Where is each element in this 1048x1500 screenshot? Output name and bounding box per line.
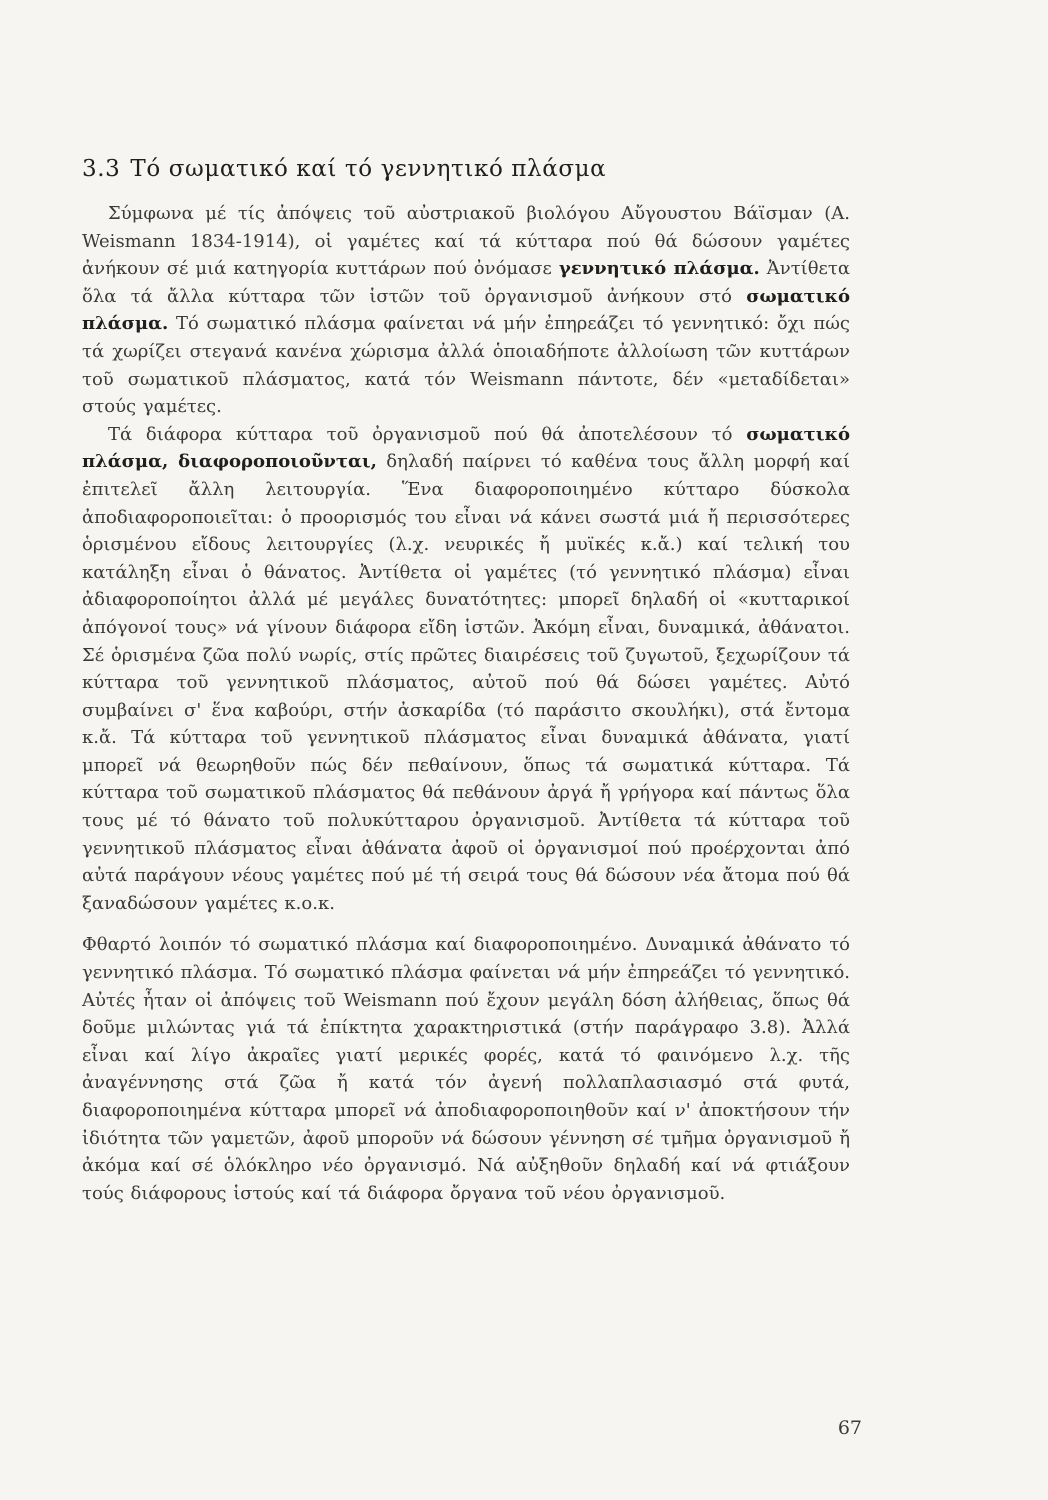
paragraph-2 — [82, 421, 850, 918]
paragraph-3-text: Φθαρτό λοιπόν τό σωματικό πλάσμα καί διαφοροποιημένο. Δυναμικά ἀθάνατο τό γεννητικό πλάσμα. Τό σωματικό πλάσμα φαίνεται νά μήν ἐπηρεάζει τό γεννητικό. Αὐτές ἦταν οἱ ἀπόψεις τοῦ Weismann πού ἔχουν μεγάλη δόση ἀλήθειας, ὅπως θά δοῦμε μιλώντας γιά τά ἐπίκτητα χαρακτηριστικά (στήν παράγραφο 3.8). Ἀλλά εἶναι καί λίγο ἀκραῖες γιατί μερικές φορές, κατά τό φαινόμενο λ.χ. τῆς ἀναγέννησης στά ζῶα ἤ κατά τόν ἀγενή πολλαπλασιασμό στά φυτά, διαφοροποιημένα κύτταρα μπορεῖ νά ἀποδιαφοροποιηθοῦν καί ν' ἀποκτήσουν τήν ἰδιότητα τῶν γαμετῶν, ἀφοῦ μποροῦν νά δώσουν γέννηση σέ τμῆμα ὀργανισμοῦ ἤ ἀκόμα καί σέ ὁλόκληρο νέο ὀργανισμό. Νά αὐξηθοῦν δηλαδή καί νά φτιάξουν τούς διάφορους ἱστούς καί τά διάφορα ὄργανα τοῦ νέου ὀργανισμοῦ. — [82, 934, 850, 1204]
term-differentiation: σωματικό πλάσμα, διαφοροποιοῦνται, — [82, 423, 850, 473]
page-number: 67 — [837, 1417, 862, 1439]
paragraph-2-text-2: δηλαδή παίρνει τό καθένα τους ἄλλη μορφή καί ἐπιτελεῖ ἄλλη λειτουργία. Ἕνα διαφοροποιημένο κύτταρο δύσκολα ἀποδιαφοροποιεῖται: ὁ προορισμός του εἶναι νά κάνει σωστά μιά ἤ περισσότερες ὁρισμένου εἴδους λειτουργίες (λ.χ. νευρικές ἤ μυϊκές κ.ἄ.) καί τελική του κατάληξη εἶναι ὁ θάνατος. Ἀντίθετα οἱ γαμέτες (τό γεννητικό πλάσμα) εἶναι ἀδιαφοροποίητοι ἀλλά μέ μεγάλες δυνατότητες: μπορεῖ δηλαδή οἱ «κυτταρικοί ἀπόγονοί τους» νά γίνουν διάφορα εἴδη ἱστῶν. Ἀκόμη εἶναι, δυναμικά, ἀθάνατοι. Σέ ὁρισμένα ζῶα πολύ νωρίς, στίς πρῶτες διαιρέσεις τοῦ ζυγωτοῦ, ξεχωρίζουν τά κύτταρα τοῦ γεννητικοῦ πλάσματος, αὐτοῦ πού θά δώσει γαμέτες. Αὐτό συμβαίνει σ' ἕνα καβούρι, στήν ἀσκαρίδα (τό παράσιτο σκουλήκι), στά ἔντομα κ.ἄ. Τά κύτταρα τοῦ γεννητικοῦ πλάσματος εἶναι δυναμικά ἀθάνατα, γιατί μπορεῖ νά θεωρηθοῦν πώς δέν πεθαίνουν, ὅπως τά σωματικά κύτταρα. Τά κύτταρα τοῦ σωματικοῦ πλάσματος θά πεθάνουν ἀργά ἤ γρήγορα καί πάντως ὅλα τους μέ τό θάνατο τοῦ πολυκύτταρου ὀργανισμοῦ. Ἀντίθετα τά κύτταρα τοῦ γεννητικοῦ πλάσματος εἶναι ἀθάνατα ἀφοῦ οἱ ὀργανισμοί πού προέρχονται ἀπό αὐτά παράγουν νέους γαμέτες πού μέ τή σειρά τους θά δώσουν νέα ἄτομα πού θά ξαναδώσουν γαμέτες κ.ο.κ. — [82, 451, 850, 914]
section-number: 3.3 — [82, 156, 121, 182]
paragraph-2-text-1: Τά διάφορα κύτταρα τοῦ ὀργανισμοῦ πού θά ἀποτελέσουν τό — [108, 423, 747, 445]
section-title: Τό σωματικό καί τό γεννητικό πλάσμα — [130, 156, 607, 182]
term-germ-plasm: γεννητικό πλάσμα. — [558, 258, 760, 280]
paragraph-3 — [82, 931, 850, 1207]
page-content — [82, 152, 850, 1207]
paragraph-1-text-1: Σύμφωνα μέ τίς ἀπόψεις τοῦ αὐστριακοῦ βιολόγου Αὔγουστου Βάϊσμαν (A. Weismann 1834-1914), οἱ γαμέτες καί τά κύτταρα πού θά δώσουν γαμέτες ἀνήκουν σέ μιά κατηγορία κυττάρων πού ὀνόμασε — [82, 203, 850, 280]
paragraph-1-text-2: Ἀντίθετα ὅλα τά ἄλλα κύτταρα τῶν ἱστῶν τοῦ ὀργανισμοῦ ἀνήκουν στό — [82, 258, 850, 307]
paragraph-1 — [82, 200, 850, 421]
section-heading — [82, 152, 850, 186]
term-somatic-plasm: σωματικό πλάσμα. — [82, 285, 850, 335]
paragraph-1-text-3: Τό σωματικό πλάσμα φαίνεται νά μήν ἐπηρεάζει τό γεννητικό: ὄχι πώς τά χωρίζει στεγανά κανένα χώρισμα ἀλλά ὁποιαδήποτε ἀλλοίωση τῶν κυττάρων τοῦ σωματικοῦ πλάσματος, κατά τόν Weismann πάντοτε, δέν «μεταδίδεται» στούς γαμέτες. — [82, 313, 850, 418]
